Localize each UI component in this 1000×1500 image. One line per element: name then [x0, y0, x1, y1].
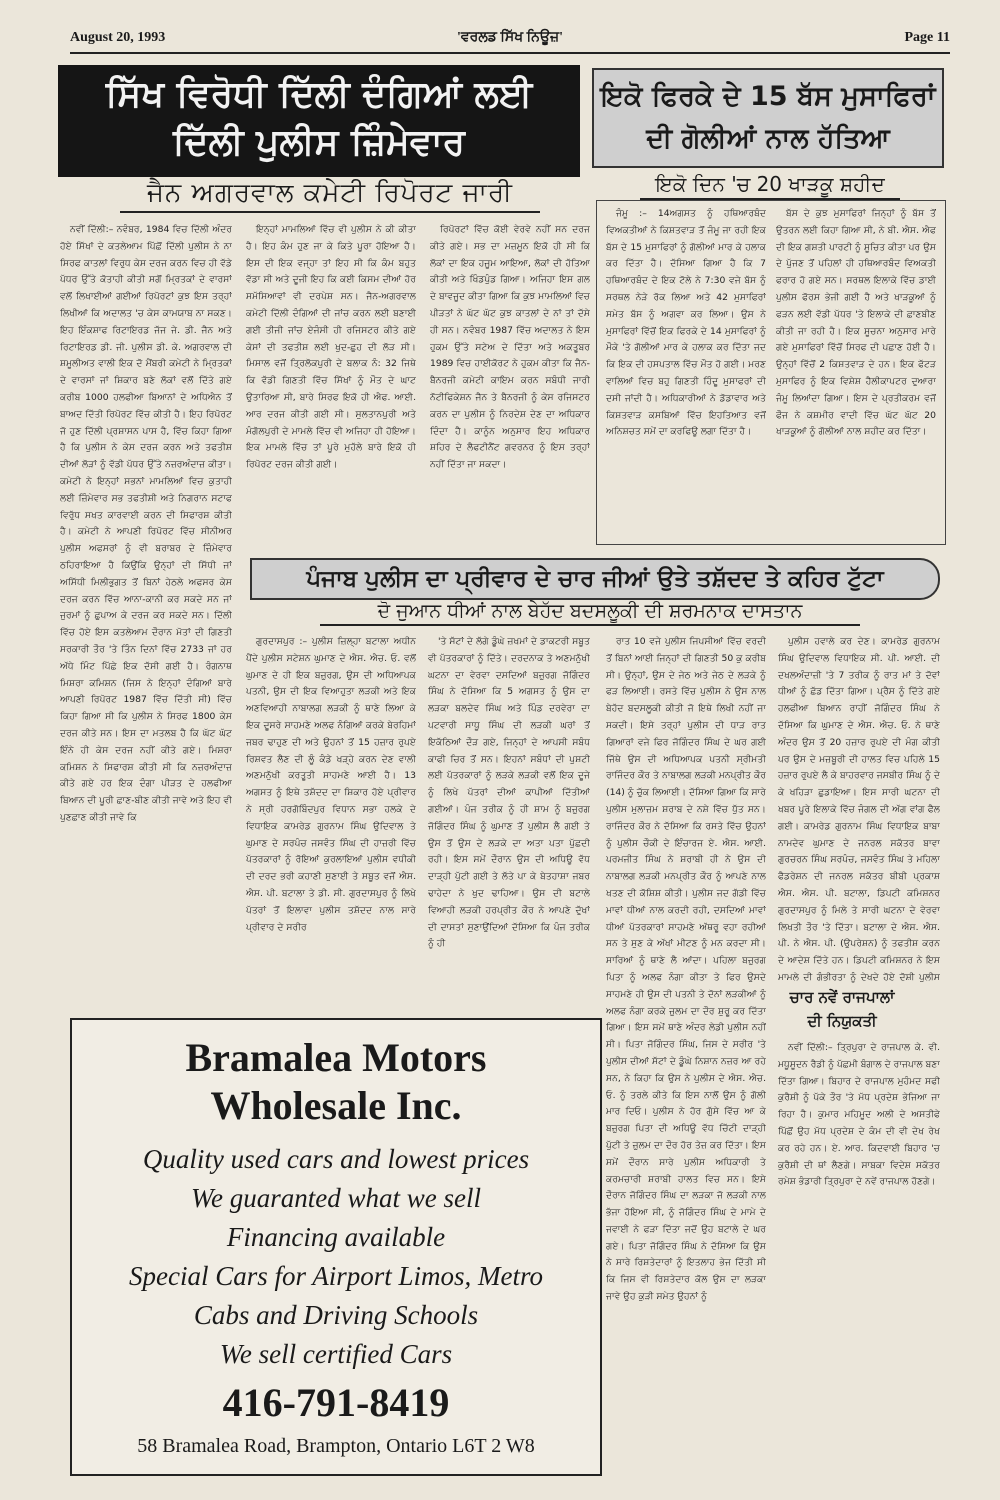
story1-column-3: [430, 222, 590, 542]
story1-column-3-text: ਰਿਪੋਰਟਾਂ ਵਿੱਚ ਕੋਈ ਵੇਰਵੇ ਨਹੀਂ ਸਨ ਦਰਜ ਕੀਤੇ ਗਏ। ਸਭ ਦਾ ਮਜ਼ਮੂਨ ਇਕੋ ਹੀ ਸੀ ਕਿ ਲੋਕਾਂ ਦਾ ਇਕ ਹਜੂਮ ਆਇਆ, ਲੋਕਾਂ ਦੀ ਹੱਤਿਆ ਕੀਤੀ ਅਤੇ ਖਿੰਡਪੁੰਡ ਗਿਆ। ਅਜਿਹਾ ਇਸ ਗਲ ਦੇ ਬਾਵਜੂਦ ਕੀਤਾ ਗਿਆ ਕਿ ਕੁਝ ਮਾਮਲਿਆਂ ਵਿਚ ਪੀੜਤਾਂ ਨੇ ਘੱਟ ਘੱਟ ਕੁਝ ਕਾਤਲਾਂ ਦੇ ਨਾਂ ਤਾਂ ਦੱਸੇ ਹੀ ਸਨ। ਨਵੰਬਰ 1987 ਵਿੱਚ ਅਦਾਲਤ ਨੇ ਇਸ ਹੁਕਮ ਉੱਤੇ ਸਟੇਅ ਦੇ ਦਿੱਤਾ ਅਤੇ ਅਕਤੂਬਰ 1989 ਵਿਚ ਹਾਈਕੋਰਟ ਨੇ ਹੁਕਮ ਕੀਤਾ ਕਿ ਜੈਨ-ਬੈਨਰਜੀ ਕਮੇਟੀ ਕਾਇਮ ਕਰਨ ਸਬੰਧੀ ਜਾਰੀ ਨੋਟੀਫਿਕੇਸ਼ਨ ਜੈਨ ਤੇ ਬੈਨਰਜੀ ਨੂੰ ਕੇਸ ਰਜਿਸਟਰ ਕਰਨ ਦਾ ਪੁਲੀਸ ਨੂੰ ਨਿਰਦੇਸ਼ ਦੇਣ ਦਾ ਅਧਿਕਾਰ ਦਿੰਦਾ ਹੈ। ਕਾਨੂੰਨ ਅਨੁਸਾਰ ਇਹ ਅਧਿਕਾਰ ਸ਼ਹਿਰ ਦੇ ਲੈਫਟੀਨੈਂਟ ਗਵਰਨਰ ਨੂੰ ਇਸ ਤਰ੍ਹਾਂ ਨਹੀਂ ਦਿੱਤਾ ਜਾ ਸਕਦਾ।: [430, 224, 590, 471]
story3-subhead-underline: [320, 624, 860, 626]
story1-subhead: [100, 178, 560, 213]
ad-title-line1: Bramalea Motors: [185, 1035, 487, 1080]
ad-line: Cabs and Driving Schools: [193, 1300, 479, 1330]
story2-column-2-text: ਬੱਸ ਦੇ ਕੁਝ ਮੁਸਾਫਿਰਾਂ ਜਿਨ੍ਹਾਂ ਨੂੰ ਬੱਸ ਤੋਂ ਉਤਰਨ ਲਈ ਕਿਹਾ ਗਿਆ ਸੀ, ਨੇ ਬੀ. ਐਸ. ਐਫ ਦੀ ਇਕ ਗਸ਼ਤੀ ਪਾਰਟੀ ਨੂੰ ਸੂਚਿਤ ਕੀਤਾ ਪਰ ਉਸ ਦੇ ਪੁੱਜਣ ਤੋਂ ਪਹਿਲਾਂ ਹੀ ਹਥਿਆਰਬੰਦ ਵਿਅਕਤੀ ਫਰਾਰ ਹੋ ਗਏ ਸਨ। ਸਰਥਲ ਇਲਾਕੇ ਵਿੱਚ ਡਾਈ ਪੁਲੀਸ ਫੋਰਸ ਭੇਜੀ ਗਈ ਹੈ ਅਤੇ ਖਾੜਕੂਆਂ ਨੂੰ ਫੜਨ ਲਈ ਵੱਡੀ ਪੱਧਰ 'ਤੇ ਇਲਾਕੇ ਦੀ ਛਾਣਬੀਣ ਕੀਤੀ ਜਾ ਰਹੀ ਹੈ। ਇਕ ਸੂਚਨਾ ਅਨੁਸਾਰ ਮਾਰੇ ਗਏ ਮੁਸਾਫਿਰਾਂ ਵਿੱਚੋਂ ਸਿਰਫ ਦੀ ਪਛਾਣ ਹੋਈ ਹੈ। ਉਨ੍ਹਾਂ ਵਿੱਚੋਂ 2 ਕਿਸ਼ਤਵਾੜ ਦੇ ਹਨ। ਇਕ ਫੱਟੜ ਮੁਸਾਫਿਰ ਨੂੰ ਇਕ ਵਿਸ਼ੇਸ਼ ਹੈਲੀਕਾਪਟਰ ਦੁਆਰਾ ਜੰਮੂ ਲਿਆਂਦਾ ਗਿਆ। ਇਸ ਦੇ ਪ੍ਰਤੀਕਰਮ ਵਜੋਂ ਫੌਜ ਨੇ ਕਸ਼ਮੀਰ ਵਾਦੀ ਵਿੱਚ ਘੱਟ ਘੱਟ 20 ਖਾੜਕੂਆਂ ਨੂੰ ਗੋਲੀਆਂ ਨਾਲ ਸ਼ਹੀਦ ਕਰ ਦਿੱਤਾ।: [776, 208, 936, 438]
story3-subhead-text: ਦੋ ਜੁਆਨ ਧੀਆਂ ਨਾਲ ਬੇਹੱਦ ਬਦਸਲੂਕੀ ਦੀ ਸ਼ਰਮਨਾਕ ਦਾਸਤਾਨ: [377, 600, 803, 622]
story3-column-3: [606, 634, 766, 1484]
newspaper-name: 'ਵਰਲਡ ਸਿੱਖ ਨਿਊਜ਼': [456, 30, 563, 45]
story2-headline-line2: ਦੀ ਗੋਲੀਆਂ ਨਾਲ ਹੱਤਿਆ: [646, 123, 890, 154]
story1-headline: [58, 65, 580, 177]
page-number: Page 11: [904, 30, 950, 45]
story3-subhead: [300, 600, 880, 626]
story3-column-2-text: 'ਤੇ ਸੱਟਾਂ ਦੇ ਲੱਗੇ ਡੂੰਘੇ ਜ਼ਖਮਾਂ ਦੇ ਡਾਕਟਰੀ ਸਬੂਤ ਵੀ ਪੱਤਰਕਾਰਾਂ ਨੂੰ ਦਿੱਤੇ। ਦਰਦਨਾਕ ਤੇ ਅਣਮਨੁੱਖੀ ਘਟਨਾ ਦਾ ਵੇਰਵਾ ਦਸਦਿਆਂ ਬਜ਼ੁਰਗ ਜੋਗਿੰਦਰ ਸਿੰਘ ਨੇ ਦੱਸਿਆ ਕਿ 5 ਅਗਸਤ ਨੂੰ ਉਸ ਦਾ ਲੜਕਾ ਬਲਦੇਵ ਸਿੰਘ ਅਤੇ ਪਿੰਡ ਦਰਵੇਰਾ ਦਾ ਪਟਵਾਰੀ ਸਾਧੂ ਸਿੰਘ ਦੀ ਲੜਕੀ ਘਰਾਂ ਤੋਂ ਇਕੱਠਿਆਂ ਦੌੜ ਗਏ, ਜਿਨ੍ਹਾਂ ਦੇ ਆਪਸੀ ਸਬੰਧ ਕਾਫੀ ਚਿਰ ਤੋਂ ਸਨ। ਇਹਨਾਂ ਸਬੰਧਾਂ ਦੀ ਪੁਸ਼ਟੀ ਲਈ ਪੱਤਰਕਾਰਾਂ ਨੂੰ ਲੜਕੇ ਲੜਕੀ ਵਲੋਂ ਇਕ ਦੂਜੇ ਨੂੰ ਲਿਖੇ ਪੱਤਰਾਂ ਦੀਆਂ ਕਾਪੀਆਂ ਦਿੱਤੀਆਂ ਗਈਆਂ। ਪੰਜ ਤਰੀਕ ਨੂੰ ਹੀ ਸ਼ਾਮ ਨੂੰ ਬਜ਼ੁਰਗ ਜੋਗਿੰਦਰ ਸਿੰਘ ਨੂੰ ਘੁਮਾਣ ਤੋਂ ਪੁਲੀਸ ਲੈ ਗਈ ਤੇ ਉਸ ਤੋਂ ਉਸ ਦੇ ਲੜਕੇ ਦਾ ਅਤਾ ਪਤਾ ਪੁੱਛਦੀ ਰਹੀ। ਇਸ ਸਮੇਂ ਦੌਰਾਨ ਉਸ ਦੀ ਅਧਿਊ ਵੱਧ ਦਾੜ੍ਹੀ ਪੁੱਟੀ ਗਈ ਤੇ ਲੱਤੇ ਪਾ ਕੇ ਬੇਤਹਾਸ਼ਾ ਜਬਰ ਢਾਹੇਦਾ ਨੇ ਖੁਦ ਢਾਹਿਆ। ਉਸ ਦੀ ਬਟਾਲੇ ਵਿਆਹੀ ਲੜਕੀ ਹਰਪ੍ਰੀਤ ਕੌਰ ਨੇ ਆਪਣੇ ਦੁੱਖਾਂ ਦੀ ਦਾਸਤਾਂ ਸੁਣਾਉਂਦਿਆਂ ਦੱਸਿਆ ਕਿ ਪੰਜ ਤਰੀਕ ਨੂੰ ਹੀ: [428, 636, 590, 950]
story1-column-2: [246, 222, 416, 542]
ad-line: We sell certified Cars: [219, 1339, 453, 1369]
story3-column-1: [246, 634, 416, 1008]
story1-column-1: [60, 222, 232, 1018]
ad-address: 58 Bramalea Road, Brampton, Ontario L6T 2 W8: [137, 1435, 535, 1457]
story1-column-1-text: ਨਵੀਂ ਦਿੱਲੀ:– ਨਵੰਬਰ, 1984 ਵਿਚ ਦਿੱਲੀ ਅੰਦਰ ਹੋਏ ਸਿੱਖਾਂ ਦੇ ਕਤਲੇਆਮ ਪਿੱਛੋਂ ਦਿੱਲੀ ਪੁਲੀਸ ਨੇ ਨਾ ਸਿਰਫ ਕਾਤਲਾਂ ਵਿਰੁਧ ਕੇਸ ਦਰਜ ਕਰਨ ਵਿਚ ਹੀ ਵੱਡੇ ਪੱਧਰ ਉੱਤੇ ਕੋਤਾਹੀ ਕੀਤੀ ਸਗੋਂ ਮ੍ਰਿਤਕਾਂ ਦੇ ਵਾਰਸਾਂ ਵਲੋਂ ਲਿਖਾਈਆਂ ਗਈਆਂ ਰਿਪੋਰਟਾਂ ਕੁਝ ਇਸ ਤਰ੍ਹਾਂ ਲਿਖੀਆਂ ਕਿ ਅਦਾਲਤ 'ਚ ਕੇਸ ਕਾਮਯਾਬ ਨਾ ਸਕਣ। ਇਹ ਇੰਕਸ਼ਾਫ ਰਿਟਾਇਰਡ ਜੱਜ ਜੇ. ਡੀ. ਜੈਨ ਅਤੇ ਰਿਟਾਇਰਡ ਡੀ. ਜੀ. ਪੁਲੀਸ ਡੀ. ਕੇ. ਅਗਰਵਾਲ ਦੀ ਸ਼ਮੂਲੀਅਤ ਵਾਲੀ ਇਕ ਦੋ ਮੈਂਬਰੀ ਕਮੇਟੀ ਨੇ ਮ੍ਰਿਤਕਾਂ ਦੇ ਵਾਰਸਾਂ ਜਾਂ ਸ਼ਿਕਾਰ ਬਣੇ ਲੋਕਾਂ ਵਲੋਂ ਦਿੱਤੇ ਗਏ ਕਰੀਬ 1000 ਹਲਫੀਆ ਬਿਆਨਾਂ ਦੇ ਅਧਿਐਨ ਤੋਂ ਬਾਅਦ ਦਿੱਤੀ ਰਿਪੋਰਟ ਵਿੱਚ ਕੀਤੀ ਹੈ। ਇਹ ਰਿਪੋਰਟ ਜੋ ਹੁਣ ਦਿੱਲੀ ਪ੍ਰਸ਼ਾਸਨ ਪਾਸ ਹੈ, ਵਿੱਚ ਕਿਹਾ ਗਿਆ ਹੈ ਕਿ ਪੁਲੀਸ ਨੇ ਕੇਸ ਦਰਜ ਕਰਨ ਅਤੇ ਤਫਤੀਸ਼ ਦੀਆਂ ਲੋੜਾਂ ਨੂੰ ਵੱਡੀ ਪੱਧਰ ਉੱਤੇ ਨਜ਼ਰਅੰਦਾਜ਼ ਕੀਤਾ। ਕਮੇਟੀ ਨੇ ਇਨ੍ਹਾਂ ਸਭਨਾਂ ਮਾਮਲਿਆਂ ਵਿਚ ਕੁਤਾਹੀ ਲਈ ਜ਼ਿੰਮੇਵਾਰ ਸਭ ਤਫਤੀਸ਼ੀ ਅਤੇ ਨਿਗਰਾਨ ਸਟਾਫ ਵਿਰੁੱਧ ਸਖਤ ਕਾਰਵਾਈ ਕਰਨ ਦੀ ਸਿਫਾਰਸ਼ ਕੀਤੀ ਹੈ। ਕਮੇਟੀ ਨੇ ਆਪਣੀ ਰਿਪੋਰਟ ਵਿੱਚ ਸੀਨੀਅਰ ਪੁਲੀਸ ਅਫਸਰਾਂ ਨੂੰ ਵੀ ਬਰਾਬਰ ਦੇ ਜ਼ਿੰਮੇਵਾਰ ਠਹਿਰਾਇਆ ਹੈ ਕਿਉਂਕਿ ਉਨ੍ਹਾਂ ਦੀ ਸਿੱਧੀ ਜਾਂ ਅਸਿੱਧੀ ਮਿਲੀਭੁਗਤ ਤੋਂ ਬਿਨਾਂ ਹੇਠਲੇ ਅਫਸਰ ਕੇਸ ਦਰਜ ਕਰਨ ਵਿੱਚ ਆਨਾ-ਕਾਨੀ ਕਰ ਸਕਦੇ ਸਨ ਜਾਂ ਜੁਰਮਾਂ ਨੂੰ ਛੁਪਾਅ ਕੇ ਦਰਜ ਕਰ ਸਕਦੇ ਸਨ। ਦਿੱਲੀ ਵਿੱਚ ਹੋਏ ਇਸ ਕਤਲੇਆਮ ਦੌਰਾਨ ਮੋਤਾਂ ਦੀ ਗਿਣਤੀ ਸਰਕਾਰੀ ਤੌਰ 'ਤੇ ਤਿੰਨ ਦਿਨਾਂ ਵਿੱਚ 2733 ਜਾਂ ਹਰ ਅੱਧੇ ਮਿੰਟ ਪਿੱਛੇ ਇਕ ਦੱਸੀ ਗਈ ਹੈ। ਰੰਗਨਾਥ ਮਿਸ਼ਰਾ ਕਮਿਸ਼ਨ (ਜਿਸ ਨੇ ਇਨ੍ਹਾਂ ਦੰਗਿਆਂ ਬਾਰੇ ਆਪਣੀ ਰਿਪੋਰਟ 1987 ਵਿੱਚ ਦਿੱਤੀ ਸੀ) ਵਿੱਚ ਕਿਹਾ ਗਿਆ ਸੀ ਕਿ ਪੁਲੀਸ ਨੇ ਸਿਰਫ 1800 ਕੇਸ ਦਰਜ ਕੀਤੇ ਸਨ। ਇਸ ਦਾ ਮਤਲਬ ਹੈ ਕਿ ਘੱਟ ਘੱਟ ਇੰਨੇ ਹੀ ਕੇਸ ਦਰਜ ਨਹੀਂ ਕੀਤੇ ਗਏ। ਮਿਸ਼ਰਾ ਕਮਿਸ਼ਨ ਨੇ ਸਿਫਾਰਸ਼ ਕੀਤੀ ਸੀ ਕਿ ਨਜ਼ਰਅੰਦਾਜ਼ ਕੀਤੇ ਗਏ ਹਰ ਇਕ ਦੰਗਾ ਪੀੜਤ ਦੇ ਹਲਫੀਆ ਬਿਆਨ ਦੀ ਪੂਰੀ ਛਾਣ-ਬੀਣ ਕੀਤੀ ਜਾਵੇ ਅਤੇ ਇਹ ਵੀ ਪੁਣਛਾਣ ਕੀਤੀ ਜਾਵੇ ਕਿ: [60, 224, 232, 823]
story2-column-1: [606, 206, 766, 536]
story4-headline-line1: ਚਾਰ ਨਵੇਂ ਰਾਜਪਾਲਾਂ: [789, 988, 895, 1006]
story1-subhead-text: ਜੈਨ ਅਗਰਵਾਲ ਕਮੇਟੀ ਰਿਪੋਰਟ ਜਾਰੀ: [147, 178, 513, 208]
story3-column-4-text: ਪੁਲੀਸ ਹਵਾਲੇ ਕਰ ਦੇਣ। ਕਾਮਰੇਡ ਗੁਰਨਾਮ ਸਿੰਘ ਉਦਿਵਾਲ ਵਿਧਾਇਕ ਸੀ. ਪੀ. ਆਈ. ਦੀ ਦਖਲਅੰਦਾਜ਼ੀ 'ਤੇ 7 ਤਰੀਕ ਨੂੰ ਰਾਤ ਮਾਂ ਤੇ ਦੋਵਾਂ ਧੀਆਂ ਨੂੰ ਛੱਡ ਦਿੱਤਾ ਗਿਆ। ਪ੍ਰੈਸ ਨੂੰ ਦਿੱਤੇ ਗਏ ਹਲਫੀਆ ਬਿਆਨ ਰਾਹੀਂ ਜੋਗਿੰਦਰ ਸਿੰਘ ਨੇ ਦੱਸਿਆ ਕਿ ਘੁਮਾਣ ਦੇ ਐਸ. ਐਚ. ਓ. ਨੇ ਥਾਣੇ ਅੰਦਰ ਉਸ ਤੋਂ 20 ਹਜ਼ਾਰ ਰੁਪਏ ਦੀ ਮੰਗ ਕੀਤੀ ਪਰ ਉਸ ਦੇ ਮਜ਼ਬੂਰੀ ਦੀ ਹਾਲਤ ਵਿਚ ਪਹਿਲੇ 15 ਹਜ਼ਾਰ ਰੁਪਏ ਲੈ ਕੇ ਬਾਹਰਵਾਰ ਜਸਬੀਰ ਸਿੰਘ ਨੂੰ ਦੇ ਕੇ ਖਹਿੜਾ ਛੁਡਾਇਆ। ਇਸ ਸਾਰੀ ਘਟਨਾ ਦੀ ਖਬਰ ਪੂਰੇ ਇਲਾਕੇ ਵਿੱਚ ਜੰਗਲ ਦੀ ਅੱਗ ਵਾਂਗ ਫੈਲ ਗਈ। ਕਾਮਰੇਡ ਗੁਰਨਾਮ ਸਿੰਘ ਵਿਧਾਇਕ ਬਾਬਾ ਨਾਮਦੇਵ ਘੁਮਾਣ ਦੇ ਜਨਰਲ ਸਕੱਤਰ ਬਾਵਾ ਗੁਰਚਰਨ ਸਿੰਘ ਸਰਪੰਚ, ਜਸਵੰਤ ਸਿੰਘ ਤੇ ਮਹਿਲਾ ਫੈਡਰੇਸ਼ਨ ਦੀ ਜਨਰਲ ਸਕੱਤਰ ਬੀਬੀ ਪ੍ਰਕਾਸ਼ ਐਸ. ਐਸ. ਪੀ. ਬਟਾਲਾ, ਡਿਪਟੀ ਕਮਿਸ਼ਨਰ ਗੁਰਦਾਸਪੁਰ ਨੂੰ ਮਿਲੇ ਤੇ ਸਾਰੀ ਘਟਨਾ ਦੇ ਵੇਰਵਾ ਲਿਖਤੀ ਤੌਰ 'ਤੇ ਦਿੱਤਾ। ਬਟਾਲਾ ਦੇ ਐਸ. ਐਸ. ਪੀ. ਨੇ ਐਸ. ਪੀ. (ਉਪਰੇਸ਼ਨ) ਨੂੰ ਤਫਤੀਸ਼ ਕਰਨ ਦੇ ਆਦੇਸ਼ ਦਿੱਤੇ ਹਨ। ਡਿਪਟੀ ਕਮਿਸ਼ਨਰ ਨੇ ਇਸ ਮਾਮਲੇ ਦੀ ਗੰਭੀਰਤਾ ਨੂੰ ਦੇਖਦੇ ਹੋਏ ਦੋਸ਼ੀ ਪੁਲੀਸ: [778, 636, 940, 983]
ad-line: Quality used cars and lowest prices: [142, 1144, 530, 1174]
story1-headline-line1: ਸਿੱਖ ਵਿਰੋਧੀ ਦਿੱਲੀ ਦੰਗਿਆਂ ਲਈ: [105, 74, 533, 115]
story2-headline: [592, 68, 944, 168]
story3-column-2: [428, 634, 590, 1008]
story1-headline-line2: ਦਿੱਲੀ ਪੁਲੀਸ ਜ਼ਿੰਮੇਵਾਰ: [173, 122, 465, 163]
story2-column-1-text: ਜੰਮੂ :– 14ਅਗਸਤ ਨੂੰ ਹਥਿਆਰਬੰਦ ਵਿਅਕਤੀਆਂ ਨੇ ਕਿਸ਼ਤਵਾੜ ਤੋਂ ਜੰਮੂ ਜਾ ਰਹੀ ਇਕ ਬੱਸ ਦੇ 15 ਮੁਸਾਫਿਰਾਂ ਨੂੰ ਗੋਲੀਆਂ ਮਾਰ ਕੇ ਹਲਾਕ ਕਰ ਦਿੱਤਾ ਹੈ। ਦੱਸਿਆ ਗਿਆ ਹੈ ਕਿ 7 ਹਥਿਆਰਬੰਦ ਦੇ ਇਕ ਟੋਲੇ ਨੇ 7:30 ਵਜੇ ਬੱਸ ਨੂੰ ਸਰਥਲ ਨੇੜੇ ਰੋਕ ਲਿਆ ਅਤੇ 42 ਮੁਸਾਫਿਰਾਂ ਸਮੇਤ ਬੱਸ ਨੂੰ ਅਗਵਾ ਕਰ ਲਿਆ। ਉਸ ਨੇ ਮੁਸਾਫਿਰਾਂ ਵਿੱਚੋਂ ਇਕ ਫਿਰਕੇ ਦੇ 14 ਮੁਸਾਫਿਰਾਂ ਨੂੰ ਮੌਕੇ 'ਤੇ ਗੋਲੀਆਂ ਮਾਰ ਕੇ ਹਲਾਕ ਕਰ ਦਿੱਤਾ ਜਦ ਕਿ ਇਕ ਦੀ ਹਸਪਤਾਲ ਵਿੱਚ ਮੌਤ ਹੋ ਗਈ। ਮਰਣ ਵਾਲਿਆਂ ਵਿਚ ਬਹੁ ਗਿਣਤੀ ਹਿੰਦੂ ਮੁਸਾਫਰਾਂ ਦੀ ਦਸੀ ਜਾਂਦੀ ਹੈ। ਅਧਿਕਾਰੀਆਂ ਨੇ ਡੋਡਾਵਾਰ ਅਤੇ ਕਿਸ਼ਤਵਾੜ ਕਸਬਿਆਂ ਵਿੱਚ ਇਹਤਿਆਤ ਵਜੋਂ ਅਨਿਸ਼ਚਤ ਸਮੇਂ ਦਾ ਕਰਫਿਊ ਲਗਾ ਦਿੱਤਾ ਹੈ।: [606, 208, 766, 438]
ad-phone: 416-791-8419: [222, 1380, 450, 1425]
story2-subhead-text: ਇਕੋ ਦਿਨ 'ਚ 20 ਖਾੜਕੂ ਸ਼ਹੀਦ: [655, 172, 885, 196]
story2-column-2: [776, 206, 936, 536]
story4-headline-line2: ਦੀ ਨਿਯੁਕਤੀ: [807, 1012, 877, 1030]
story4-body: ਨਵੀਂ ਦਿੱਲੀ:– ਤ੍ਰਿਪੁਰਾ ਦੇ ਰਾਜਪਾਲ ਕੇ. ਵੀ. ਮਧੂਸੂਦਨ ਰੈਡੀ ਨੂੰ ਪੱਛਮੀ ਬੰਗਾਲ ਦੇ ਰਾਜਪਾਲ ਬਣਾ ਦਿੱਤਾ ਗਿਆ। ਬਿਹਾਰ ਦੇ ਰਾਜਪਾਲ ਮੁਹੰਮਦ ਸਫੀ ਕੁਰੈਸ਼ੀ ਨੂੰ ਪੱਕੇ ਤੌਰ 'ਤੇ ਮੱਧ ਪ੍ਰਦੇਸ਼ ਭੇਜਿਆ ਜਾ ਰਿਹਾ ਹੈ। ਕੁਮਾਰ ਮਹਿਮੂਦ ਅਲੀ ਦੇ ਅਸਤੀਫੇ ਪਿੱਛੋਂ ਉਹ ਮੱਧ ਪ੍ਰਦੇਸ਼ ਦੇ ਕੰਮ ਦੀ ਵੀ ਦੇਖ ਰੇਖ ਕਰ ਰਹੇ ਹਨ। ਏ. ਆਰ. ਕਿਦਵਾਈ ਬਿਹਾਰ 'ਚ ਕੁਰੈਸ਼ੀ ਦੀ ਥਾਂ ਲੈਣਗੇ। ਸਾਬਕਾ ਵਿਦੇਸ਼ ਸਕੱਤਰ ਰਮੇਸ਼ ਭੰਡਾਰੀ ਤ੍ਰਿਪੁਰਾ ਦੇ ਨਵੇਂ ਰਾਜਪਾਲ ਹੋਣਗੇ।: [778, 1042, 940, 1188]
story3-headline: ਪੰਜਾਬ ਪੁਲੀਸ ਦਾ ਪ੍ਰੀਵਾਰ ਦੇ ਚਾਰ ਜੀਆਂ ਉਤੇ ਤਸ਼ੱਦਦ ਤੇ ਕਹਿਰ ਟੁੱਟਾ: [250, 558, 940, 600]
bramalea-motors-ad: [70, 1018, 602, 1476]
story2-subhead: [600, 172, 940, 200]
story2-headline-line1: ਇਕੋ ਫਿਰਕੇ ਦੇ 15 ਬੱਸ ਮੁਸਾਫਿਰਾਂ: [600, 81, 936, 112]
page-header: [70, 30, 950, 54]
story1-column-2-text: ਇਨ੍ਹਾਂ ਮਾਮਲਿਆਂ ਵਿੱਚ ਵੀ ਪੁਲੀਸ ਨੇ ਕੀ ਕੀਤਾ ਹੈ। ਇਹ ਕੰਮ ਹੁਣ ਜਾ ਕੇ ਕਿਤੇ ਪੂਰਾ ਹੋਇਆ ਹੈ। ਇਸ ਦੀ ਇਕ ਵਜ੍ਹਾ ਤਾਂ ਇਹ ਸੀ ਕਿ ਕੰਮ ਬਹੁਤ ਵੱਡਾ ਸੀ ਅਤੇ ਦੂਜੀ ਇਹ ਕਿ ਕਈ ਕਿਸਮ ਦੀਆਂ ਹੋਰ ਸਮੱਸਿਆਵਾਂ ਵੀ ਦਰਪੇਸ਼ ਸਨ। ਜੈਨ-ਅਗਰਵਾਲ ਕਮੇਟੀ ਦਿੱਲੀ ਦੰਗਿਆਂ ਦੀ ਜਾਂਚ ਕਰਨ ਲਈ ਬਣਾਈ ਗਈ ਤੀਜੀ ਜਾਂਚ ਏਜੰਸੀ ਹੀ ਰਜਿਸਟਰ ਕੀਤੇ ਗਏ ਕੇਸਾਂ ਦੀ ਤਫਤੀਸ਼ ਲਈ ਖੁਦ-ਛੁਹ ਦੀ ਲੋੜ ਸੀ। ਮਿਸਾਲ ਵਜੋਂ ਤ੍ਰਿਲੋਕਪੁਰੀ ਦੇ ਬਲਾਕ ਨੰ: 32 ਜਿਥੇ ਕਿ ਵੱਡੀ ਗਿਣਤੀ ਵਿੱਚ ਸਿੱਖਾਂ ਨੂੰ ਮੌਤ ਦੇ ਘਾਟ ਉਤਾਰਿਆ ਸੀ, ਬਾਰੇ ਸਿਰਫ ਇਕੋ ਹੀ ਐਫ. ਆਈ. ਆਰ ਦਰਜ ਕੀਤੀ ਗਈ ਸੀ। ਸੁਲਤਾਨਪੁਰੀ ਅਤੇ ਮੰਗੋਲਪੁਰੀ ਦੇ ਮਾਮਲੇ ਵਿੱਚ ਵੀ ਅਜਿਹਾ ਹੀ ਹੋਇਆ। ਇਕ ਮਾਮਲੇ ਵਿੱਚ ਤਾਂ ਪੂਰੇ ਮੁਹੱਲੇ ਬਾਰੇ ਇਕੋ ਹੀ ਰਿਪੋਰਟ ਦਰਜ ਕੀਤੀ ਗਈ।: [246, 224, 416, 471]
ad-line: We guaranted what we sell: [191, 1183, 481, 1213]
story1-subhead-underline: [120, 211, 540, 213]
ad-line: Financing available: [226, 1222, 446, 1252]
story3-column-1-text: ਗੁਰਦਾਸਪੁਰ :– ਪੁਲੀਸ ਜ਼ਿਲ੍ਹਾ ਬਟਾਲਾ ਅਧੀਨ ਪੈਂਦੇ ਪੁਲੀਸ ਸਟੇਸ਼ਨ ਘੁਮਾਣ ਦੇ ਐਸ. ਐਚ. ਓ. ਵਲੋਂ ਘੁਮਾਣ ਦੇ ਹੀ ਇਕ ਬਜ਼ੁਰਗ, ਉਸ ਦੀ ਅਧਿਆਪਕ ਪਤਨੀ, ਉਸ ਦੀ ਇਕ ਵਿਆਹੁਤਾ ਲੜਕੀ ਅਤੇ ਇਕ ਅਣਵਿਆਹੀ ਨਾਬਾਲਗ ਲੜਕੀ ਨੂੰ ਥਾਣੇ ਲਿਆ ਕੇ ਇਕ ਦੂਸਰੇ ਸਾਹਮਣੇ ਅਲਫ ਨੰਗਿਆਂ ਕਰਕੇ ਬੇਰਹਿਮਾਂ ਜਬਰ ਢਾਹੁਣ ਦੀ ਅਤੇ ਉਹਨਾਂ ਤੋਂ 15 ਹਜ਼ਾਰ ਰੁਪਏ ਰਿਸ਼ਵਤ ਲੈਣ ਦੀ ਲੂੰ ਕੰਡੇ ਖੜ੍ਹੇ ਕਰਨ ਦੇਣ ਵਾਲੀ ਅਣਮਨੁੱਖੀ ਕਰਤੂਤੀ ਸਾਹਮਣੇ ਆਈ ਹੈ। 13 ਅਗਸਤ ਨੂੰ ਇਥੇ ਤਸ਼ੱਦਦ ਦਾ ਸ਼ਿਕਾਰ ਹੋਏ ਪ੍ਰੀਵਾਰ ਨੇ ਸ੍ਰੀ ਹਰਗੋਬਿੰਦਪੁਰ ਵਿਧਾਨ ਸਭਾ ਹਲਕੇ ਦੇ ਵਿਧਾਇਕ ਕਾਮਰੇਡ ਗੁਰਨਾਮ ਸਿੰਘ ਉਦਿਵਾਲ ਤੇ ਘੁਮਾਣ ਦੇ ਸਰਪੰਚ ਜਸਵੰਤ ਸਿੰਘ ਦੀ ਹਾਜ਼ਰੀ ਵਿੱਚ ਪੱਤਰਕਾਰਾਂ ਨੂੰ ਰੋਇਆਂ ਕੁਰਲਾਇਆਂ ਪੁਲੀਸ ਵਧੀਕੀ ਦੀ ਦਰਦ ਭਰੀ ਕਹਾਣੀ ਸੁਣਾਈ ਤੇ ਸਬੂਤ ਵਜੋਂ ਐਸ. ਐਸ. ਪੀ. ਬਟਾਲਾ ਤੇ ਡੀ. ਸੀ. ਗੁਰਦਾਸਪੁਰ ਨੂੰ ਲਿਖੇ ਪੱਤਰਾਂ ਤੋਂ ਇਲਾਵਾ ਪੁਲੀਸ ਤਸ਼ੱਦਦ ਨਾਲ ਸਾਰੇ ਪ੍ਰੀਵਾਰ ਦੇ ਸਰੀਰ: [246, 636, 416, 933]
issue-date: August 20, 1993: [70, 30, 166, 45]
ad-title-line2: Wholesale Inc.: [210, 1083, 462, 1128]
story3-column-3-text: ਰਾਤ 10 ਵਜੇ ਪੁਲੀਸ ਜਿਪਸੀਆਂ ਵਿੱਚ ਵਰਦੀ ਤੋਂ ਬਿਨਾਂ ਆਈ ਜਿਨ੍ਹਾਂ ਦੀ ਗਿਣਤੀ 50 ਕੁ ਕਰੀਬ ਸੀ। ਉਨ੍ਹਾਂ, ਉਸ ਦੇ ਜੇਠ ਅਤੇ ਜੇਠ ਦੇ ਲੜਕੇ ਨੂੰ ਫੜ ਲਿਆਈ। ਰਸਤੇ ਵਿੱਚ ਪੁਲੀਸ ਨੇ ਉਸ ਨਾਲ ਬੇਹੱਦ ਬਦਸਲੂਕੀ ਕੀਤੀ ਜੋ ਇਥੇ ਲਿਖੀ ਨਹੀਂ ਜਾ ਸਕਦੀ। ਇਸੇ ਤਰ੍ਹਾਂ ਪੁਲੀਸ ਦੀ ਧਾੜ ਰਾਤ ਗਿਆਰਾਂ ਵਜੇ ਫਿਰ ਜੋਗਿੰਦਰ ਸਿੰਘ ਦੇ ਘਰ ਗਈ ਜਿੱਥੇ ਉਸ ਦੀ ਅਧਿਆਪਕ ਪਤਨੀ ਸ੍ਰੀਮਤੀ ਰਾਜਿੰਦਰ ਕੌਰ ਤੇ ਨਾਬਾਲਗ ਲੜਕੀ ਮਨਪ੍ਰੀਤ ਕੌਰ (14) ਨੂੰ ਚੁੱਕ ਲਿਆਈ। ਦੱਸਿਆ ਗਿਆ ਕਿ ਸਾਰੇ ਪੁਲੀਸ ਮੁਲਾਜ਼ਮ ਸ਼ਰਾਬ ਦੇ ਨਸ਼ੇ ਵਿੱਚ ਧੁੱਤ ਸਨ। ਰਾਜਿੰਦਰ ਕੌਰ ਨੇ ਦੱਸਿਆ ਕਿ ਰਸਤੇ ਵਿੱਚ ਉਹਨਾਂ ਨੂੰ ਪੁਲੀਸ ਚੌਕੀ ਦੇ ਇੰਚਾਰਜ ਏ. ਐਸ. ਆਈ. ਪਰਮਜੀਤ ਸਿੰਘ ਨੇ ਸ਼ਰਾਬੀ ਹੀ ਨੇ ਉਸ ਦੀ ਨਾਬਾਲਗ ਲੜਕੀ ਮਨਪ੍ਰੀਤ ਕੌਰ ਨੂੰ ਆਪਣੇ ਨਾਲ ਖਤਣ ਦੀ ਕੋਸ਼ਿਸ਼ ਕੀਤੀ। ਪੁਲੀਸ ਜਦ ਗੱਡੀ ਵਿੱਚ ਮਾਵਾਂ ਧੀਆਂ ਨਾਲ ਕਰਦੀ ਰਹੀ, ਦਸਦਿਆਂ ਮਾਵਾਂ ਧੀਆਂ ਪੱਤਰਕਾਰਾਂ ਸਾਹਮਣੇ ਅੱਥਰੂ ਵਹਾ ਰਹੀਆਂ ਸਨ ਤੇ ਸੁਣ ਕੇ ਅੱਖਾਂ ਮੀਟਣ ਨੂੰ ਮਨ ਕਰਦਾ ਸੀ। ਸਾਰਿਆਂ ਨੂੰ ਥਾਣੇ ਲੈ ਆਂਦਾ। ਪਹਿਲਾ ਬਜ਼ੁਰਗ ਪਿਤਾ ਨੂੰ ਅਲਫ ਨੰਗਾ ਕੀਤਾ ਤੇ ਫਿਰ ਉਸਦੇ ਸਾਹਮਣੇ ਹੀ ਉਸ ਦੀ ਪਤਨੀ ਤੇ ਦੋਨਾਂ ਲੜਕੀਆਂ ਨੂੰ ਅਲਫ ਨੰਗਾ ਕਰਕੇ ਜ਼ੁਲਮ ਦਾ ਦੌਰ ਸ਼ੁਰੂ ਕਰ ਦਿੱਤਾ ਗਿਆ। ਇਸ ਸਮੇਂ ਥਾਣੇ ਅੰਦਰ ਲੇਡੀ ਪੁਲੀਸ ਨਹੀਂ ਸੀ। ਪਿਤਾ ਜੋਗਿੰਦਰ ਸਿੰਘ, ਜਿਸ ਦੇ ਸਰੀਰ 'ਤੇ ਪੁਲੀਸ ਦੀਆਂ ਸੱਟਾਂ ਦੇ ਡੂੰਘੇ ਨਿਸ਼ਾਨ ਨਜ਼ਰ ਆ ਰਹੇ ਸਨ, ਨੇ ਕਿਹਾ ਕਿ ਉਸ ਨੇ ਪੁਲੀਸ ਦੇ ਐਸ. ਐਚ. ਓ. ਨੂੰ ਤਰਲੇ ਕੀਤੇ ਕਿ ਇਸ ਨਾਲੋਂ ਉਸ ਨੂੰ ਗੋਲੀ ਮਾਰ ਦਿਓ। ਪੁਲੀਸ ਨੇ ਹੋਰ ਗੁੱਸੇ ਵਿੱਚ ਆ ਕੇ ਬਜ਼ੁਰਗ ਪਿਤਾ ਦੀ ਅਧਿਊ ਵੱਧ ਚਿੱਟੀ ਦਾੜ੍ਹੀ ਪੁੱਟੀ ਤੇ ਜ਼ੁਲਮ ਦਾ ਦੌਰ ਹੋਰ ਤੇਜ਼ ਕਰ ਦਿੱਤਾ। ਇਸ ਸਮੇਂ ਦੌਰਾਨ ਸਾਰੇ ਪੁਲੀਸ ਅਧਿਕਾਰੀ ਤੇ ਕਰਮਚਾਰੀ ਸ਼ਰਾਬੀ ਹਾਲਤ ਵਿਚ ਸਨ। ਇਸੇ ਦੌਰਾਨ ਜੋਗਿੰਦਰ ਸਿੰਘ ਦਾ ਲੜਕਾ ਜੋ ਲੜਕੀ ਨਾਲ ਭੱਜਾ ਹੋਇਆ ਸੀ, ਨੂੰ ਜੋਗਿੰਦਰ ਸਿੰਘ ਦੇ ਮਾਮੇ ਦੇ ਜਵਾਈ ਨੇ ਫੜਾ ਦਿੱਤਾ ਜਦੋਂ ਉਹ ਬਟਾਲੇ ਦੇ ਘਰ ਗਏ। ਪਿਤਾ ਜੋਗਿੰਦਰ ਸਿੰਘ ਨੇ ਦੱਸਿਆ ਕਿ ਉਸ ਨੇ ਸਾਰੇ ਰਿਸ਼ਤੇਦਾਰਾਂ ਨੂੰ ਇਤਲਾਹ ਭੇਜ ਦਿੱਤੀ ਸੀ ਕਿ ਜਿਸ ਵੀ ਰਿਸ਼ਤੇਦਾਰ ਕੋਲ ਉਸ ਦਾ ਲੜਕਾ ਜਾਵੇ ਉਹ ਕੁੜੀ ਸਮੇਤ ਉਹਨਾਂ ਨੂੰ: [606, 636, 766, 1303]
story4-column: [778, 1040, 940, 1480]
ad-line: Special Cars for Airport Limos, Metro: [128, 1261, 544, 1291]
story3-column-4: [778, 634, 940, 984]
